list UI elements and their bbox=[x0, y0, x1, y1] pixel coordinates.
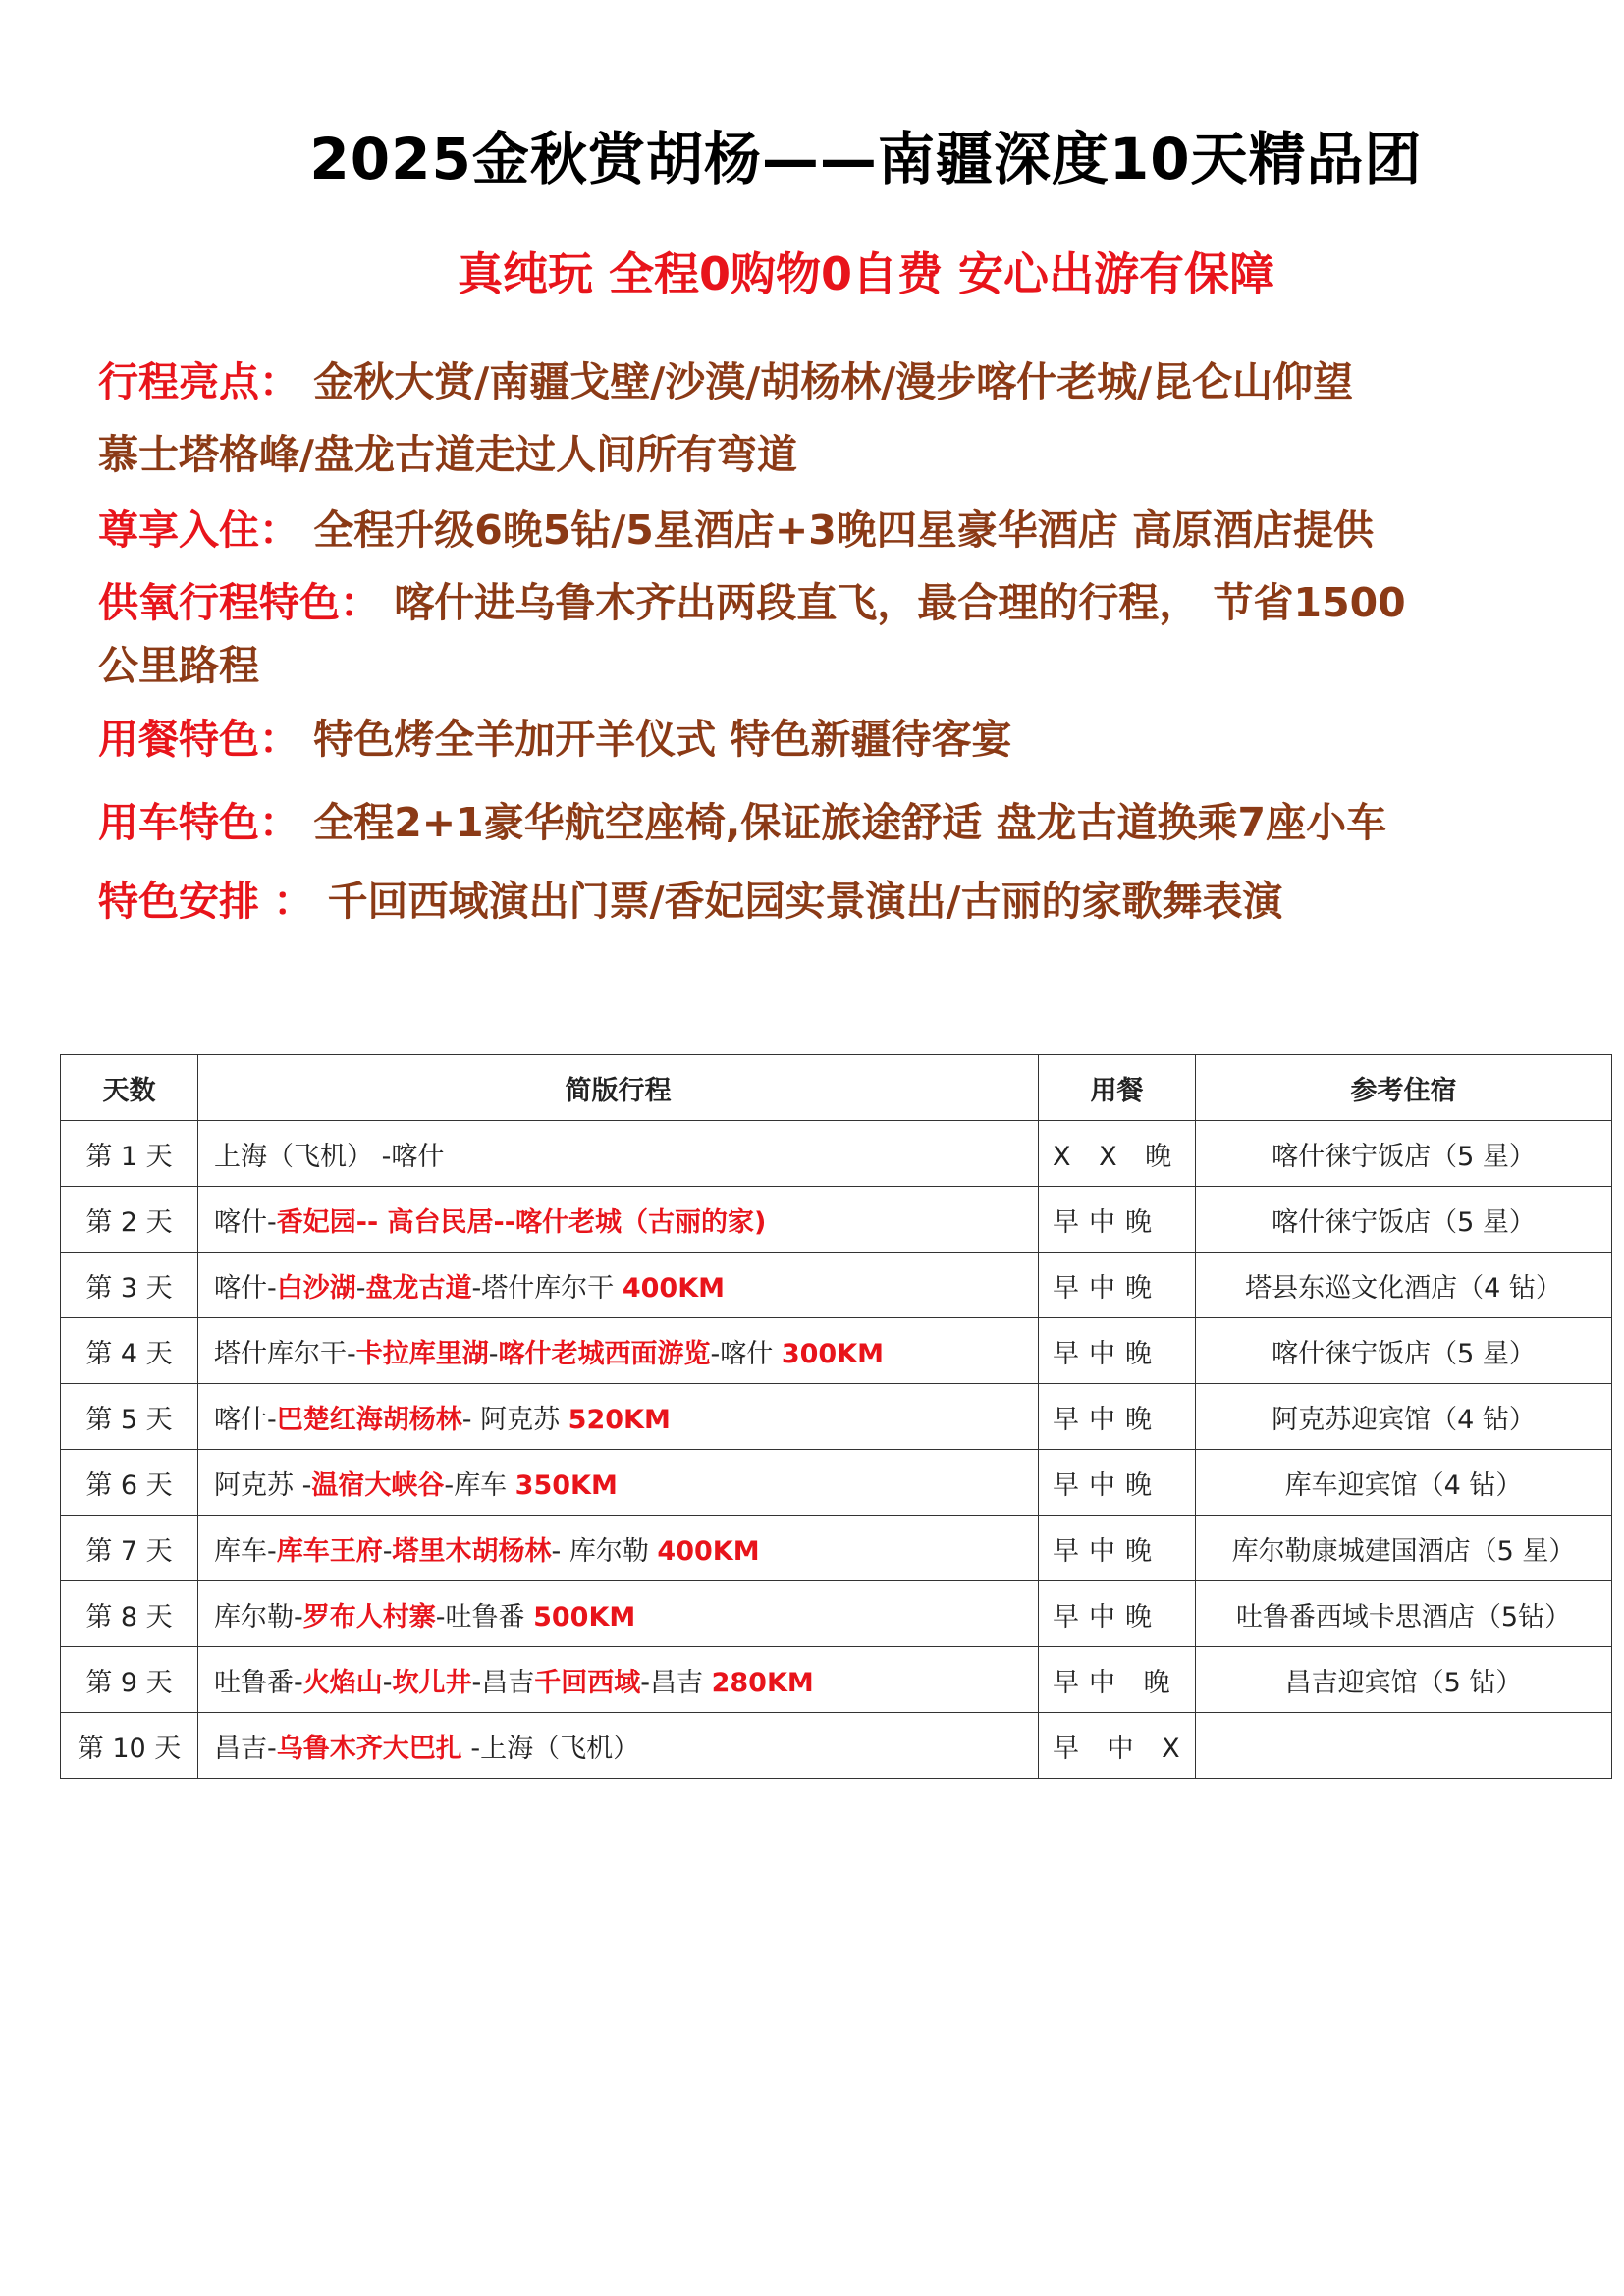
route-cell bbox=[198, 1121, 1039, 1187]
highlight-text: 特色烤全羊加开羊仪式 特色新疆待客宴 bbox=[313, 716, 1012, 763]
route-cell bbox=[198, 1713, 1039, 1779]
meal-cell: 早中晚 bbox=[1039, 1450, 1196, 1516]
table-header-row bbox=[61, 1055, 1612, 1121]
route-text: -上海（飞机） bbox=[461, 1733, 640, 1764]
day-cell: 第 5 天 bbox=[61, 1384, 198, 1450]
header-route: 简版行程 bbox=[198, 1055, 1039, 1121]
route-highlight: 塔里木胡杨林 bbox=[392, 1535, 552, 1567]
meal-cell: 早中 晚 bbox=[1039, 1647, 1196, 1713]
route-highlight: 280KM bbox=[711, 1667, 814, 1698]
route-text: -昌吉 bbox=[471, 1667, 535, 1698]
page-title: 2025金秋赏胡杨——南疆深度10天精品团 bbox=[309, 126, 1423, 192]
route-text: -吐鲁番 bbox=[435, 1601, 534, 1632]
route-text: -喀什 bbox=[710, 1338, 782, 1369]
day-cell: 第 1 天 bbox=[61, 1121, 198, 1187]
highlight-line bbox=[98, 498, 1512, 562]
table-row bbox=[61, 1647, 1612, 1713]
day-cell: 第 8 天 bbox=[61, 1581, 198, 1647]
page-subtitle: 真纯玩 全程0购物0自费 安心出游有保障 bbox=[457, 247, 1275, 300]
highlight-label: 用车特色： bbox=[98, 799, 299, 846]
route-text: 喀什- bbox=[214, 1404, 277, 1435]
route-text: 库车- bbox=[214, 1535, 277, 1567]
hotel-cell: 阿克苏迎宾馆（4 钻） bbox=[1196, 1384, 1612, 1450]
highlight-line bbox=[98, 570, 1512, 635]
route-text: - bbox=[382, 1667, 393, 1698]
route-text: - bbox=[355, 1272, 366, 1304]
route-highlight: 350KM bbox=[514, 1469, 618, 1501]
route-highlight: 520KM bbox=[568, 1404, 671, 1435]
highlight-line bbox=[98, 707, 1512, 772]
route-highlight: 罗布人村寨 bbox=[302, 1601, 436, 1632]
hotel-cell bbox=[1196, 1713, 1612, 1779]
route-cell bbox=[198, 1384, 1039, 1450]
highlight-text: 全程2+1豪华航空座椅,保证旅途舒适 盘龙古道换乘7座小车 bbox=[313, 799, 1387, 846]
day-cell: 第 6 天 bbox=[61, 1450, 198, 1516]
route-highlight: 400KM bbox=[622, 1272, 725, 1304]
meal-cell: X X 晚 bbox=[1039, 1121, 1196, 1187]
route-cell bbox=[198, 1318, 1039, 1384]
route-text: - 阿克苏 bbox=[461, 1404, 568, 1435]
hotel-cell: 昌吉迎宾馆（5 钻） bbox=[1196, 1647, 1612, 1713]
meal-cell: 早中晚 bbox=[1039, 1581, 1196, 1647]
route-highlight: 500KM bbox=[533, 1601, 636, 1632]
meal-cell: 早中晚 bbox=[1039, 1516, 1196, 1581]
route-highlight: 库车王府 bbox=[276, 1535, 383, 1567]
route-highlight: 香妃园-- 高台民居--喀什老城（古丽的家) bbox=[276, 1206, 767, 1238]
day-cell: 第 3 天 bbox=[61, 1253, 198, 1318]
highlight-line bbox=[98, 633, 1512, 698]
highlight-line bbox=[98, 422, 1512, 487]
route-text: 库尔勒- bbox=[214, 1601, 303, 1632]
route-text: 喀什- bbox=[214, 1206, 277, 1238]
highlight-label: 行程亮点： bbox=[98, 358, 299, 405]
highlight-text: 喀什进乌鲁木齐出两段直飞，最合理的行程， 节省1500 bbox=[394, 579, 1406, 626]
day-cell: 第 9 天 bbox=[61, 1647, 198, 1713]
route-highlight: 巴楚红海胡杨林 bbox=[276, 1404, 462, 1435]
route-text: 上海（飞机） -喀什 bbox=[214, 1141, 445, 1172]
route-text: 喀什- bbox=[214, 1272, 277, 1304]
route-cell bbox=[198, 1187, 1039, 1253]
table-row bbox=[61, 1713, 1612, 1779]
table-row bbox=[61, 1121, 1612, 1187]
meal-cell: 早中晚 bbox=[1039, 1384, 1196, 1450]
route-cell bbox=[198, 1253, 1039, 1318]
route-cell bbox=[198, 1647, 1039, 1713]
table-row bbox=[61, 1253, 1612, 1318]
table-row bbox=[61, 1187, 1612, 1253]
route-text: 阿克苏 - bbox=[214, 1469, 312, 1501]
route-highlight: 白沙湖 bbox=[276, 1272, 356, 1304]
route-highlight: 坎儿井 bbox=[392, 1667, 472, 1698]
day-cell: 第 2 天 bbox=[61, 1187, 198, 1253]
header-hotel: 参考住宿 bbox=[1196, 1055, 1612, 1121]
route-highlight: 温宿大峡谷 bbox=[311, 1469, 445, 1501]
table-row bbox=[61, 1318, 1612, 1384]
highlight-line bbox=[98, 790, 1512, 855]
highlight-label: 尊享入住： bbox=[98, 507, 299, 554]
highlight-line bbox=[98, 349, 1512, 414]
hotel-cell: 吐鲁番西域卡思酒店（5钻） bbox=[1196, 1581, 1612, 1647]
highlight-label: 供氧行程特色： bbox=[98, 579, 380, 626]
table-row bbox=[61, 1384, 1612, 1450]
hotel-cell: 喀什徕宁饭店（5 星） bbox=[1196, 1187, 1612, 1253]
hotel-cell: 喀什徕宁饭店（5 星） bbox=[1196, 1121, 1612, 1187]
route-highlight: 盘龙古道 bbox=[365, 1272, 472, 1304]
route-text: - bbox=[488, 1338, 499, 1369]
hotel-cell: 库车迎宾馆（4 钻） bbox=[1196, 1450, 1612, 1516]
itinerary-table bbox=[60, 1054, 1612, 1779]
highlight-text: 公里路程 bbox=[98, 642, 259, 689]
highlight-text: 金秋大赏/南疆戈壁/沙漠/胡杨林/漫步喀什老城/昆仑山仰望 bbox=[313, 358, 1354, 405]
route-highlight: 乌鲁木齐大巴扎 bbox=[276, 1733, 462, 1764]
highlight-text: 千回西域演出门票/香妃园实景演出/古丽的家歌舞表演 bbox=[327, 878, 1283, 925]
highlight-text: 全程升级6晚5钻/5星酒店+3晚四星豪华酒店 高原酒店提供 bbox=[313, 507, 1374, 554]
route-text: - bbox=[382, 1535, 393, 1567]
route-highlight: 300KM bbox=[781, 1338, 884, 1369]
day-cell: 第 10 天 bbox=[61, 1713, 198, 1779]
highlight-label: 特色安排 ： bbox=[98, 878, 314, 925]
route-text: 塔什库尔干- bbox=[214, 1338, 356, 1369]
meal-cell: 早中晚 bbox=[1039, 1187, 1196, 1253]
header-meals: 用餐 bbox=[1039, 1055, 1196, 1121]
highlight-line bbox=[98, 869, 1512, 934]
route-text: - 库尔勒 bbox=[551, 1535, 658, 1567]
meal-cell: 早中晚 bbox=[1039, 1253, 1196, 1318]
hotel-cell: 库尔勒康城建国酒店（5 星） bbox=[1196, 1516, 1612, 1581]
hotel-cell: 塔县东巡文化酒店（4 钻） bbox=[1196, 1253, 1612, 1318]
route-text: 昌吉- bbox=[214, 1733, 277, 1764]
highlight-text: 慕士塔格峰/盘龙古道走过人间所有弯道 bbox=[98, 431, 797, 478]
table-row bbox=[61, 1450, 1612, 1516]
meal-cell: 早中晚 bbox=[1039, 1318, 1196, 1384]
highlight-label: 用餐特色： bbox=[98, 716, 299, 763]
day-cell: 第 4 天 bbox=[61, 1318, 198, 1384]
route-highlight: 火焰山 bbox=[302, 1667, 383, 1698]
route-text: -塔什库尔干 bbox=[471, 1272, 623, 1304]
day-cell: 第 7 天 bbox=[61, 1516, 198, 1581]
route-highlight: 喀什老城西面游览 bbox=[498, 1338, 711, 1369]
route-highlight: 400KM bbox=[657, 1535, 760, 1567]
route-highlight: 千回西域 bbox=[534, 1667, 641, 1698]
route-highlight: 卡拉库里湖 bbox=[355, 1338, 489, 1369]
table-body bbox=[61, 1121, 1612, 1779]
hotel-cell: 喀什徕宁饭店（5 星） bbox=[1196, 1318, 1612, 1384]
route-text: -昌吉 bbox=[640, 1667, 712, 1698]
table-row bbox=[61, 1581, 1612, 1647]
route-cell bbox=[198, 1581, 1039, 1647]
table-row bbox=[61, 1516, 1612, 1581]
route-cell bbox=[198, 1450, 1039, 1516]
route-text: -库车 bbox=[444, 1469, 515, 1501]
route-cell bbox=[198, 1516, 1039, 1581]
route-text: 吐鲁番- bbox=[214, 1667, 303, 1698]
header-days: 天数 bbox=[61, 1055, 198, 1121]
meal-cell: 早 中 X bbox=[1039, 1713, 1196, 1779]
